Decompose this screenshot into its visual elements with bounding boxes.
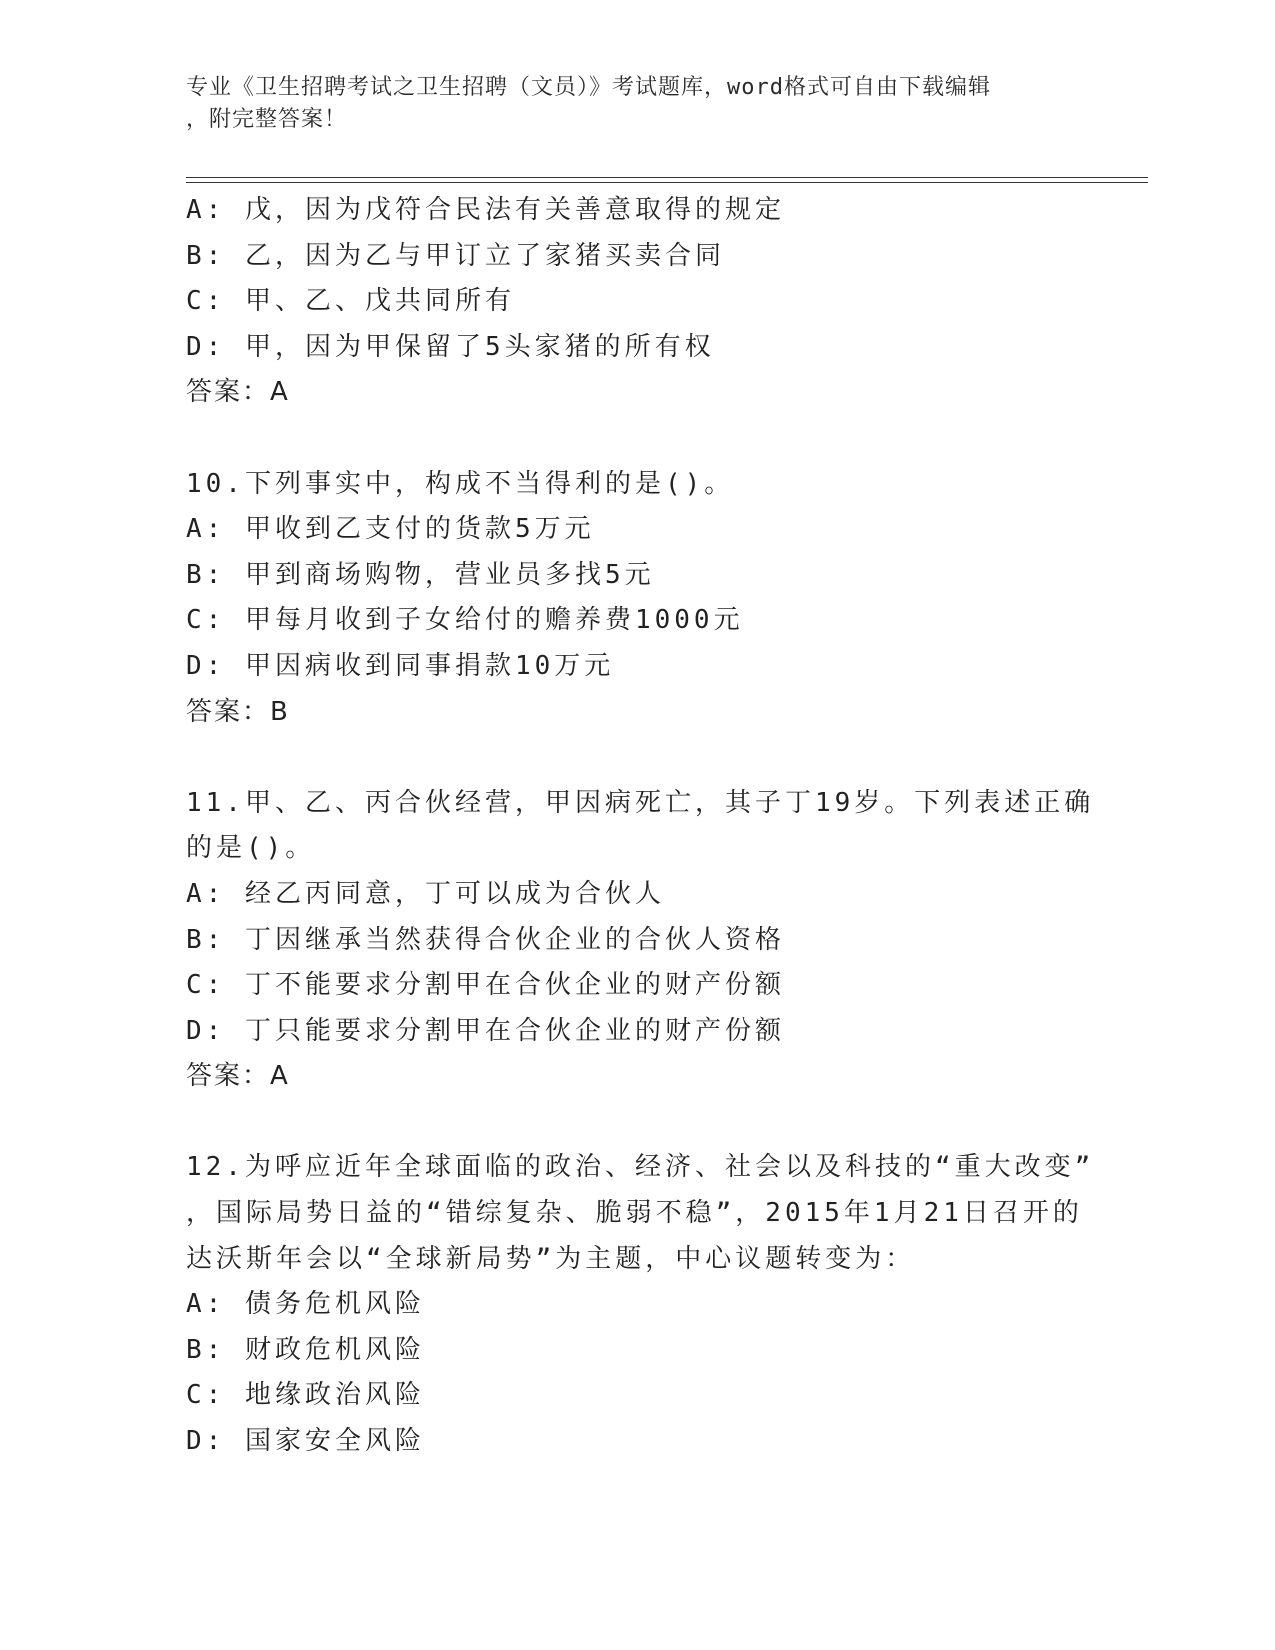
option-a: A: 甲收到乙支付的货款5万元 [186,514,595,545]
option-c: C: 丁不能要求分割甲在合伙企业的财产份额 [186,970,785,1001]
option-b: B: 乙，因为乙与甲订立了家猪买卖合同 [186,240,725,271]
option-b: B: 丁因继承当然获得合伙企业的合伙人资格 [186,924,785,955]
answer-line: 答案：A [186,377,290,408]
option-d: D: 丁只能要求分割甲在合伙企业的财产份额 [186,1015,785,1046]
answer-line: 答案：A [186,1061,290,1092]
spacer [186,735,1086,781]
option-a: A: 债务危机风险 [186,1289,425,1320]
option-c: C: 地缘政治风险 [186,1380,425,1411]
option-b: B: 甲到商场购物，营业员多找5元 [186,559,655,590]
question-list [186,188,1095,1465]
option-d: D: 甲因病收到同事捐款10万元 [186,650,615,681]
question-stem: 12.为呼应近年全球面临的政治、经济、社会以及科技的“重大改变” [186,1152,1095,1183]
question-10 [186,462,1086,736]
spacer [186,416,1086,462]
question-11 [186,781,1095,1100]
option-c: C: 甲、乙、戊共同所有 [186,286,515,317]
header-line-1: 专业《卫生招聘考试之卫生招聘（文员）》考试题库，word格式可自由下载编辑 [186,75,991,100]
question-stem: 的是()。 [186,833,316,864]
question-stem: 10.下列事实中，构成不当得利的是()。 [186,468,735,499]
option-c: C: 甲每月收到子女给付的赡养费1000元 [186,605,744,636]
header-divider-bottom [186,182,1148,183]
option-d: D: 国家安全风险 [186,1426,425,1457]
option-a: A: 经乙丙同意，丁可以成为合伙人 [186,878,665,909]
question-stem: 11.甲、乙、丙合伙经营，甲因病死亡，其子丁19岁。下列表述正确 [186,787,1095,818]
question-stem: 达沃斯年会以“全球新局势”为主题，中心议题转变为： [186,1243,916,1274]
spacer [186,1100,1086,1146]
question-9 [186,188,1086,416]
header-line-2: ，附完整答案！ [186,107,348,132]
answer-line: 答案：B [186,696,290,727]
option-d: D: 甲，因为甲保留了5头家猪的所有权 [186,331,715,362]
option-b: B: 财政危机风险 [186,1334,425,1365]
question-stem: ，国际局势日益的“错综复杂、脆弱不稳”，2015年1月21日召开的 [186,1198,1083,1229]
option-a: A: 戊，因为戊符合民法有关善意取得的规定 [186,195,785,225]
question-12 [186,1145,1095,1464]
header-divider-top [186,177,1148,178]
document-header [186,72,1066,136]
